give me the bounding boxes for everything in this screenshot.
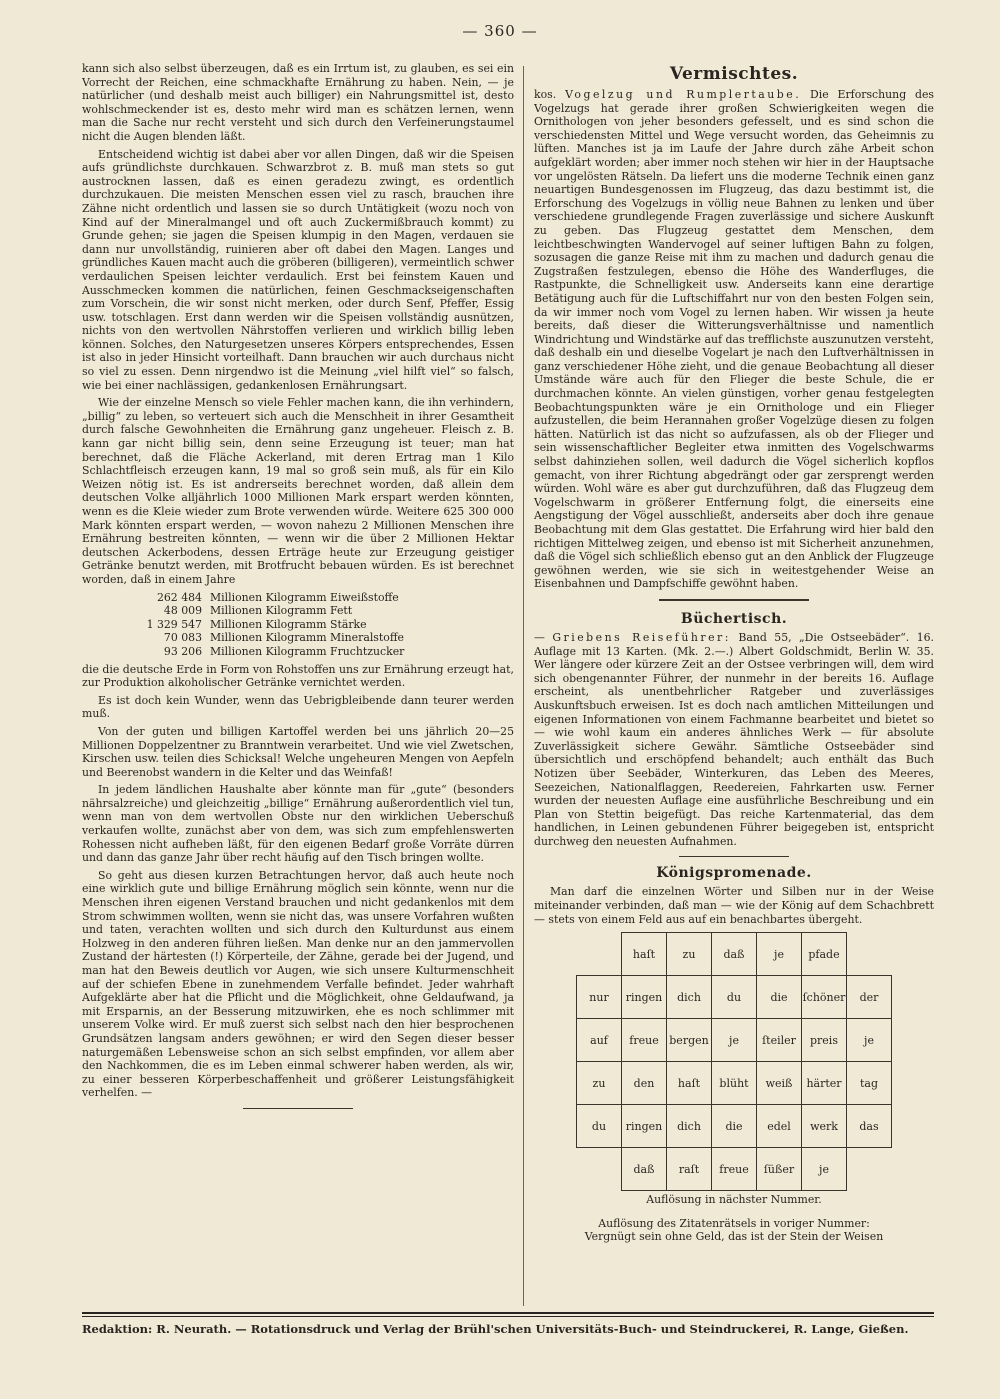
section-rule xyxy=(659,599,809,601)
section-title-misc: Vermischtes. xyxy=(669,64,799,84)
solution-label: Auflösung des Zitatenrätsels in voriger Nummer: xyxy=(598,1216,870,1230)
books-lead: Griebens Reiseführer: xyxy=(552,630,731,644)
puzzle-cell: du xyxy=(712,976,757,1019)
puzzle-grid xyxy=(576,932,892,1191)
nutrient-statistics xyxy=(82,591,514,659)
puzzle-cell: ringen xyxy=(622,1105,667,1148)
stat-row xyxy=(82,618,514,632)
puzzle-cell: freue xyxy=(712,1148,757,1191)
article-paragraph: Wie der einzelne Mensch so viele Fehler machen kann, die ihn verhindern, „billig“ zu leben, so verteuert sich auch die Menschheit in ihrer Gesamtheit durch falsche Gewohnheiten die Ernährung ganz ungeheuer. Fleisch z. B. kann gar nicht billig sein, denn seine Erzeugung ist teuer; man hat berechnet, daß die Fläche Ackerland, mit deren Ertrag man 1 Kilo Schlachtfleisch erzeugen kann, 19 mal so groß sein muß, als für ein Kilo Weizen nötig ist. Es ist andrerseits berechnet worden, daß allein dem deutschen Volke alljährlich 1000 Millionen Mark erspart werden könnten, wenn es die Kleie wieder zum Brote verwenden würde. Weitere 625 300 000 Mark könnten erspart werden, — wovon nahezu 2 Millionen Menschen ihre Ernährung bestreiten könnten, — wenn wir die über 2 Millionen Hektar deutschen Ackerbodens, dessen Erträge heute zur Erzeugung geistiger Getränke benutzt werden, mit Brotfrucht bebauen würden. Es ist berechnet worden, daß in einem Jahre xyxy=(82,396,514,586)
puzzle-cell: nur xyxy=(577,976,622,1019)
section-rule xyxy=(679,856,789,857)
puzzle-row xyxy=(577,976,892,1019)
stat-row xyxy=(82,645,514,659)
stat-value: 70 083 xyxy=(163,631,202,645)
puzzle-cell: die xyxy=(712,1105,757,1148)
puzzle-cell: freue xyxy=(622,1019,667,1062)
footer-rule xyxy=(82,1312,934,1314)
puzzle-row xyxy=(577,1105,892,1148)
puzzle-cell: je xyxy=(712,1019,757,1062)
puzzle-cell: raſt xyxy=(667,1148,712,1191)
puzzle-cell: härter xyxy=(802,1062,847,1105)
imprint: Redaktion: R. Neurath. — Rotationsdruck und Verlag der Brühl'schen Universitäts-Buch- und Steindruckerei, R. Lange, Gießen. xyxy=(82,1322,909,1336)
stat-value: 48 009 xyxy=(163,604,202,618)
article-paragraph: kann sich also selbst überzeugen, daß es ein Irrtum ist, zu glauben, es sei ein Vorrecht der Reichen, eine schmackhafte Ernährung zu haben. Nein, — je natürlicher (und deshalb meist auch billiger) ein Nahrungsmittel ist, desto wohlschmeckender ist es, desto mehr wird man es schätzen lernen, wenn man die Sache nur recht versteht und sich durch den Verfeinerungstaumel nicht die Augen blenden läßt. xyxy=(82,62,514,143)
puzzle-cell xyxy=(577,1148,622,1191)
puzzle-cell: pfade xyxy=(802,933,847,976)
article-paragraph: die die deutsche Erde in Form von Rohstoffen uns zur Ernährung erzeugt hat, zur Produktion alkoholischer Getränke vernichtet werden. xyxy=(82,662,514,690)
puzzle-row xyxy=(577,1148,892,1191)
stat-value: 93 206 xyxy=(163,644,202,658)
puzzle-cell: auf xyxy=(577,1019,622,1062)
misc-article xyxy=(534,88,934,591)
section-title-books: Büchertisch. xyxy=(680,610,788,627)
stat-row xyxy=(82,631,514,645)
puzzle-cell: das xyxy=(847,1105,892,1148)
puzzle-caption: Auflösung in nächster Nummer. xyxy=(646,1193,822,1207)
puzzle-cell: je xyxy=(847,1019,892,1062)
puzzle-intro: Man darf die einzelnen Wörter und Silben nur in der Weise miteinander verbinden, daß man — wie der König auf dem Schachbrett — stets von einem Feld aus auf ein benachbartes übergeht. xyxy=(534,885,934,926)
stat-value: 262 484 xyxy=(156,590,202,604)
puzzle-cell xyxy=(847,933,892,976)
puzzle-cell: die xyxy=(757,976,802,1019)
article-paragraph: Von der guten und billigen Kartoffel werden bei uns jährlich 20—25 Millionen Doppelzentner zu Branntwein verarbeitet. Und wie viel Zwetschen, Kirschen usw. teilen dies Schicksal! Welche ungeheuren Mengen von Aepfeln und Beerenobst wandern in die Kelter und das Weinfaß! xyxy=(82,724,514,779)
stat-label: Millionen Kilogramm Mineralstoffe xyxy=(210,631,405,645)
article-paragraph: In jedem ländlichen Haushalte aber könnte man für „gute“ (besonders nährsalzreiche) und gleichzeitig „billige“ Ernährung außerordentlich viel tun, wenn man von dem wertvollen Obste nur den wirklichen Ueberschuß verkaufen wollte, zunächst aber von dem, was sich zum empfehlenswerten Rohessen nicht aufheben läßt, für den eigenen Bedarf große Vorräte dürren und dann das ganze Jahr über recht häufig auf den Tisch bringen wollte. xyxy=(82,783,514,865)
stat-label: Millionen Kilogramm Stärke xyxy=(210,617,367,631)
misc-text: Die Erforschung des Vogelzugs hat gerade ihrer großen Schwierigkeiten wegen die Ornithologen von jeher besonders gefesselt, und es sind schon die verschiedensten Mittel und Wege versucht worden, das Geheimnis zu lüften. Manches ist ja im Laufe der Jahre durch zähe Arbeit schon aufgeklärt worden; aber immer noch stehen wir hier in der Hauptsache vor ungelösten Rätseln. Da liefert uns die moderne Technik einen ganz neuartigen Bundesgenossen im Flugzeug, das dazu bestimmt ist, die Erforschung des Vogelzugs in völlig neue Bahnen zu lenken und über verschiedene grundlegende Fragen zuverlässige und sichere Auskunft zu geben. Das Flugzeug gestattet dem Menschen, dem leichtbeschwingten Wandervogel auf seiner luftigen Bahn zu folgen, sozusagen die ganze Reise mit ihm zu machen und dadurch genau die Zugstraßen festzulegen, ebenso die Höhe des Wanderfluges, die Rastpunkte, die Schnelligkeit usw. Anderseits kann eine derartige Betätigung auch für die Luftschiffahrt nur von den besten Folgen sein, da wir immer noch vom Vogel zu lernen haben. Wir wissen ja heute bereits, daß dieser die Witterungsverhältnisse und namentlich Windrichtung und Windstärke auf das trefflichste auszunutzen versteht, daß deshalb ein und dieselbe Vogelart je nach den Luftverhältnissen in ganz verschiedener Höhe zieht, und die genaue Beobachtung all dieser Umstände wäre auch für den Flieger die beste Schule, die er durchmachen könnte. An vielen günstigen, vorher genau festgelegten Beobachtungspunkten wäre je ein Ornithologe und ein Flieger aufzustellen, die beim Herannahen großer Vogelzüge diesen zu folgen hätten. Natürlich ist das nicht so aufzufassen, als ob der Flieger und sein wissenschaftlicher Begleiter etwa inmitten des Vogelschwarms selbst dahinziehen sollen, weil dadurch die Vögel sicherlich kopflos gemacht, von ihrer Richtung abgedrängt oder gar zersprengt werden würden. Wohl wäre es aber gut durchzuführen, daß das Flugzeug dem Vogelschwarm in größerer Entfernung folgt, die einerseits eine Aengstigung der Vögel ausschließt, anderseits aber doch ihre genaue Beobachtung mit dem Glas gestattet. Die Erfahrung wird hier bald den richtigen Mittelweg zeigen, und ebenso ist mit Sicherheit anzunehmen, daß die Vögel sich schließlich ebenso gut an den Anblick der Flugzeuge gewöhnen werden, wie sie sich in weitestgehender Weise an Eisenbahnen und Dampfschiffe gewöhnt haben. xyxy=(534,88,934,591)
article-paragraph: So geht aus diesen kurzen Betrachtungen hervor, daß auch heute noch eine wirklich gute und billige Ernährung möglich sein könnte, wenn nur die Menschen ihren eigenen Verstand brauchen und nicht gedankenlos mit dem Strom schwimmen wollten, wenn sie nicht das, was unsere Vorfahren wußten und taten, verachten wollten und sich durch den Kulturdunst aus einem Holzweg in den anderen führen ließen. Man denke nur an den jammervollen Zustand der härtesten (!) Körperteile, der Zähne, gerade bei der Jugend, und man hat den Beweis deutlich vor Augen, wie sich unsere Kulturmenschheit auf der schiefen Ebene in zunehmendem Verfalle befindet. Jeder wahrhaft Aufgeklärte aber hat die Pflicht und die Möglichkeit, ohne Geldaufwand, ja mit Ersparnis, an der Besserung mitzuwirken, ehe es noch schlimmer mit unserem Volke wird. Er muß zuerst sich selbst nach den hier besprochenen Grundsätzen langsam anders gewöhnen; er wird den Segen dieser besser naturgemäßen Lebensweise schon an sich selbst empfinden, vor allem aber den Nachkommen, die es im Leben einmal schwerer haben werden, als wir, zu einer besseren Körperbeschaffenheit und größerer Leistungsfähigkeit verhelfen. — xyxy=(82,868,514,1100)
puzzle-cell: tag xyxy=(847,1062,892,1105)
puzzle-cell: zu xyxy=(577,1062,622,1105)
left-column xyxy=(82,62,514,1306)
puzzle-cell: du xyxy=(577,1105,622,1148)
puzzle-cell: werk xyxy=(802,1105,847,1148)
books-text: Band 55, „Die Ostseebäder“. 16. Auflage mit 13 Karten. (Mk. 2.—.) Albert Goldschmidt, Berlin W. 35. Wer längere oder kürzere Zeit an der Ostsee verbringen will, dem wird sich obengenannter Führer, der nunmehr in der bereits 16. Auflage erscheint, als unentbehrlicher Ratgeber und zuverlässiges Auskunftsbuch erweisen. Ist es doch nach amtlichen Mitteilungen und eigenen Informationen von einem Fachmanne bearbeitet und bietet so — wie wohl kaum ein anderes ähnliches Werk — für absolute Zuverlässigkeit sichere Gewähr. Sämtliche Ostseebäder sind übersichtlich und erschöpfend behandelt; auch enthält das Buch Notizen über Seebäder, Winterkuren, das Leben des Meeres, Seezeichen, Nationalflaggen, Reedereien, Fahrkarten usw. Ferner wurden der neuesten Auflage eine ausführliche Beschreibung und ein Plan von Stettin beigefügt. Das reiche Kartenmaterial, das dem handlichen, in Leinen gebundenen Führer beigegeben ist, entspricht durchweg den neuesten Aufnahmen. xyxy=(534,630,934,848)
puzzle-cell: preis xyxy=(802,1019,847,1062)
puzzle-row xyxy=(577,1019,892,1062)
puzzle-cell: ſüßer xyxy=(757,1148,802,1191)
puzzle-cell: zu xyxy=(667,933,712,976)
puzzle-cell: haſt xyxy=(622,933,667,976)
puzzle-cell: den xyxy=(622,1062,667,1105)
puzzle-cell: dich xyxy=(667,976,712,1019)
puzzle-cell: bergen xyxy=(667,1019,712,1062)
stat-row xyxy=(82,591,514,605)
stat-label: Millionen Kilogramm Eiweißstoffe xyxy=(210,590,399,604)
puzzle-cell: blüht xyxy=(712,1062,757,1105)
puzzle-cell: daß xyxy=(622,1148,667,1191)
puzzle-cell: je xyxy=(802,1148,847,1191)
puzzle-cell xyxy=(577,933,622,976)
puzzle-cell: je xyxy=(757,933,802,976)
puzzle-cell: haſt xyxy=(667,1062,712,1105)
puzzle-cell: ringen xyxy=(622,976,667,1019)
stat-label: Millionen Kilogramm Fett xyxy=(210,604,353,618)
puzzle-cell: ſteiler xyxy=(757,1019,802,1062)
puzzle-cell: edel xyxy=(757,1105,802,1148)
right-column xyxy=(534,62,934,1306)
puzzle-cell: ſchöner xyxy=(802,976,847,1019)
end-rule xyxy=(243,1108,353,1109)
article-paragraph: Es ist doch kein Wunder, wenn das Uebrigbleibende dann teurer werden muß. xyxy=(82,693,514,721)
puzzle-cell: dich xyxy=(667,1105,712,1148)
puzzle-cell xyxy=(847,1148,892,1191)
puzzle-row xyxy=(577,1062,892,1105)
article-paragraph: Entscheidend wichtig ist dabei aber vor allen Dingen, daß wir die Speisen aufs gründlichste durchkauen. Schwarzbrot z. B. muß man stets so gut austrocknen lassen, daß es einen geradezu zwingt, es ordentlich durchzukauen. Die meisten Menschen essen viel zu rasch, brauchen ihre Zähne nicht ordentlich und lassen sie so durch Untätigkeit (wozu noch von Kind auf der Mineralmangel und oft auch Zuckermißbrauch kommt) zu Grunde gehen; sie jagen die Speisen klumpig in den Magen, verdauen sie dann nur unvollständig, ruinieren aber oft dabei den Magen. Langes und gründliches Kauen macht auch die gröberen (billigeren), vermeintlich schwer verdaulichen Speisen leichter verdaulich. Erst bei feinstem Kauen und Ausschmecken kommen die natürlichen, feinen Geschmackseigenschaften zum Vorschein, die wir sonst nicht merken, oder durch Senf, Pfeffer, Essig usw. totschlagen. Erst dann werden wir die Speisen vollständig ausnützen, nichts von den wertvollen Nährstoffen verlieren und wirklich billig leben können. Solches, den Naturgesetzen unseres Körpers entsprechendes, Essen ist also in jeder Hinsicht vorteilhaft. Dann brauchen wir auch durchaus nicht so viel zu essen. Denn nirgendwo ist die Meinung „viel hilft viel“ so falsch, wie bei einer nachlässigen, gedankenlosen Ernährungsart. xyxy=(82,147,514,392)
puzzle-row xyxy=(577,933,892,976)
page-number: — 360 — xyxy=(462,22,538,40)
stat-row xyxy=(82,604,514,618)
puzzle-cell: der xyxy=(847,976,892,1019)
section-title-puzzle: Königspromenade. xyxy=(656,865,812,882)
misc-lead: Vogelzug und Rumplertaube. xyxy=(565,88,802,101)
column-divider xyxy=(523,66,524,1306)
solution-text: Vergnügt sein ohne Geld, das ist der Stein der Weisen xyxy=(584,1230,884,1244)
stat-value: 1 329 547 xyxy=(146,617,202,631)
puzzle-cell: weiß xyxy=(757,1062,802,1105)
misc-author: kos. xyxy=(534,88,557,101)
puzzle-cell: daß xyxy=(712,933,757,976)
footer-rule xyxy=(82,1316,934,1317)
books-article: — Griebens Reiseführer: Band 55, „Die Ostseebäder“. 16. Auflage mit 13 Karten. (Mk. 2.—.) Albert Goldschmidt, Berlin W. 35. Wer längere oder kürzere Zeit an der Ostsee verbringen will, dem wird sich obengenannter Führer, der nunmehr in der bereits 16. Auflage erscheint, als unentbehrlicher Ratgeber und zuverlässiges Auskunftsbuch erweisen. Ist es doch nach amtlichen Mitteilungen und eigenen Informationen von einem Fachmanne bearbeitet und bietet so — wie wohl kaum ein anderes ähnliches Werk — für absolute Zuverlässigkeit sichere Gewähr. Sämtliche Ostseebäder sind übersichtlich und erschöpfend behandelt; auch enthält das Buch Notizen über Seebäder, Winterkuren, das Leben des Meeres, Seezeichen, Nationalflaggen, Reedereien, Fahrkarten usw. Ferner wurden der neuesten Auflage eine ausführliche Beschreibung und ein Plan von Stettin beigefügt. Das reiche Kartenmaterial, das dem handlichen, in Leinen gebundenen Führer beigegeben ist, entspricht durchweg den neuesten Aufnahmen. xyxy=(534,630,934,848)
stat-label: Millionen Kilogramm Fruchtzucker xyxy=(210,644,405,658)
